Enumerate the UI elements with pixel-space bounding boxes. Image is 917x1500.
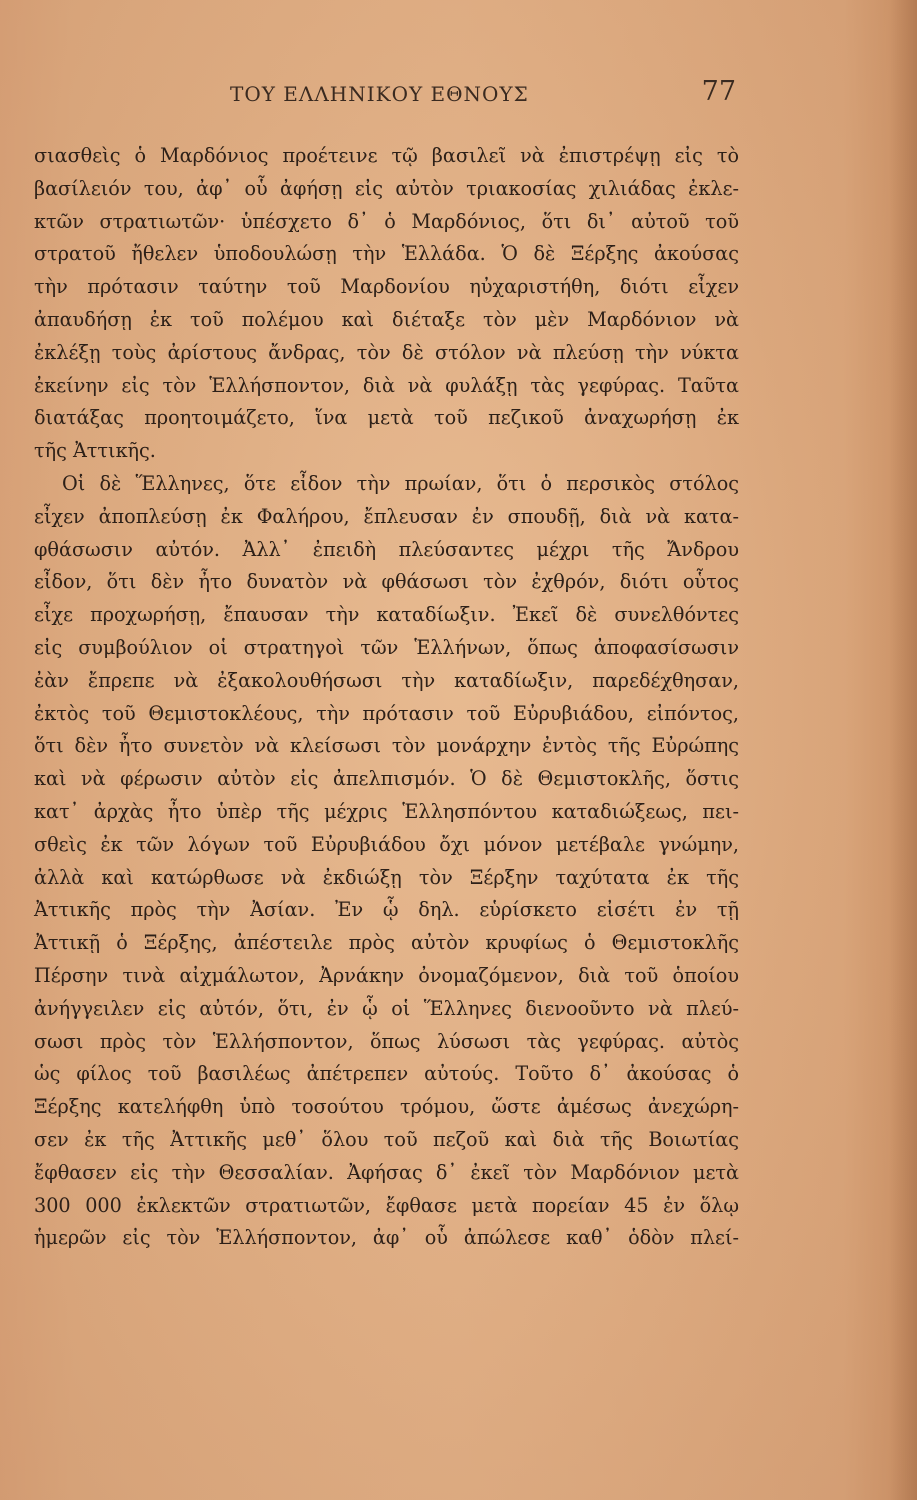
text-line: σιασθεὶς ὁ Μαρδόνιος προέτεινε τῷ βασιλεῖ νὰ ἐπιστρέψῃ εἰς τὸ bbox=[34, 144, 739, 167]
text-line: ἐκλέξῃ τοὺς ἀρίστους ἄνδρας, τὸν δὲ στόλον νὰ πλεύσῃ τὴν νύκτα bbox=[34, 340, 739, 364]
text-line: Ξέρξης κατελήφθη ὑπὸ τοσούτου τρόμου, ὥστε ἀμέσως ἀνεχώρη- bbox=[34, 1095, 739, 1119]
text-line: ἐκείνην εἰς τὸν Ἑλλήσποντον, διὰ νὰ φυλάξῃ τὰς γεφύρας. Ταῦτα bbox=[34, 373, 739, 397]
text-line: σθεὶς ἐκ τῶν λόγων τοῦ Εὐρυβιάδου ὄχι μόνον μετέβαλε γνώμην, bbox=[34, 832, 739, 856]
text-line: τὴν πρότασιν ταύτην τοῦ Μαρδονίου ηὐχαριστήθη, διότι εἶχεν bbox=[34, 275, 739, 299]
text-line: τῆς Ἀττικῆς. bbox=[34, 439, 156, 463]
page-number: 77 bbox=[701, 76, 736, 107]
text-line: κατ᾽ ἀρχὰς ἦτο ὑπὲρ τῆς μέχρις Ἑλλησπόντου καταδιώξεως, πει- bbox=[34, 799, 739, 823]
text-line: κτῶν στρατιωτῶν· ὑπέσχετο δ᾽ ὁ Μαρδόνιος, ὅτι δι᾽ αὐτοῦ τοῦ bbox=[34, 209, 739, 233]
text-line: 300 000 ἐκλεκτῶν στρατιωτῶν, ἔφθασε μετὰ πορείαν 45 ἐν ὅλῳ bbox=[34, 1193, 739, 1217]
text-line: ἡμερῶν εἰς τὸν Ἑλλήσποντον, ἀφ᾽ οὗ ἀπώλεσε καθ᾽ ὁδὸν πλεί- bbox=[34, 1226, 739, 1250]
text-line: ἀπαυδήσῃ ἐκ τοῦ πολέμου καὶ διέταξε τὸν μὲν Μαρδόνιον νὰ bbox=[34, 307, 739, 331]
page-header bbox=[36, 76, 736, 122]
text-line: ἐκτὸς τοῦ Θεμιστοκλέους, τὴν πρότασιν τοῦ Εὐρυβιάδου, εἰπόντος, bbox=[34, 701, 739, 725]
text-line: διατάξας προητοιμάζετο, ἵνα μετὰ τοῦ πεζικοῦ ἀναχωρήσῃ ἐκ bbox=[34, 406, 739, 430]
text-line: εἶχεν ἀποπλεύσῃ ἐκ Φαλήρου, ἔπλευσαν ἐν σπουδῇ, διὰ νὰ κατα- bbox=[34, 504, 739, 528]
text-line: εἶδον, ὅτι δὲν ἦτο δυνατὸν νὰ φθάσωσι τὸν ἐχθρόν, διότι οὗτος bbox=[34, 570, 739, 594]
text-line: ὅτι δὲν ἦτο συνετὸν νὰ κλείσωσι τὸν μονάρχην ἐντὸς τῆς Εὐρώπης bbox=[34, 734, 739, 758]
text-line: ἐὰν ἔπρεπε νὰ ἐξακολουθήσωσι τὴν καταδίωξιν, παρεδέχθησαν, bbox=[34, 668, 739, 692]
text-line: φθάσωσιν αὐτόν. Ἀλλ᾽ ἐπειδὴ πλεύσαντες μέχρι τῆς Ἄνδρου bbox=[34, 537, 739, 561]
text-line: στρατοῦ ἤθελεν ὑποδουλώσῃ τὴν Ἑλλάδα. Ὁ δὲ Ξέρξης ἀκούσας bbox=[34, 242, 739, 266]
running-title: ΤΟΥ ΕΛΛΗΝΙΚΟΥ ΕΘΝΟΥΣ bbox=[230, 82, 529, 106]
text-line: καὶ νὰ φέρωσιν αὐτὸν εἰς ἀπελπισμόν. Ὁ δὲ Θεμιστοκλῆς, ὅστις bbox=[34, 767, 739, 791]
text-line: σεν ἐκ τῆς Ἀττικῆς μεθ᾽ ὅλου τοῦ πεζοῦ καὶ διὰ τῆς Βοιωτίας bbox=[34, 1127, 739, 1151]
text-line: σωσι πρὸς τὸν Ἑλλήσποντον, ὅπως λύσωσι τὰς γεφύρας. αὐτὸς bbox=[34, 1029, 739, 1053]
text-line: εἶχε προχωρήσῃ, ἔπαυσαν τὴν καταδίωξιν. Ἐκεῖ δὲ συνελθόντες bbox=[34, 603, 739, 627]
text-line: Ἀττικῇ ὁ Ξέρξης, ἀπέστειλε πρὸς αὐτὸν κρυφίως ὁ Θεμιστοκλῆς bbox=[34, 931, 739, 955]
text-line: βασίλειόν του, ἀφ᾽ οὗ ἀφήσῃ εἰς αὐτὸν τριακοσίας χιλιάδας ἐκλε- bbox=[34, 176, 739, 200]
text-line: Οἱ δὲ Ἕλληνες, ὅτε εἶδον τὴν πρωίαν, ὅτι ὁ περσικὸς στόλος bbox=[62, 471, 739, 495]
text-line: Πέρσην τινὰ αἰχμάλωτον, Ἀρνάκην ὀνομαζόμενον, διὰ τοῦ ὁποίου bbox=[34, 963, 739, 987]
text-line: εἰς συμβούλιον οἱ στρατηγοὶ τῶν Ἑλλήνων, ὅπως ἀποφασίσωσιν bbox=[34, 635, 739, 659]
text-line: Ἀττικῆς πρὸς τὴν Ἀσίαν. Ἐν ᾧ δηλ. εὑρίσκετο εἰσέτι ἐν τῇ bbox=[34, 898, 739, 922]
text-line: ἀνήγγειλεν εἰς αὐτόν, ὅτι, ἐν ᾧ οἱ Ἕλληνες διενοοῦντο νὰ πλεύ- bbox=[34, 996, 739, 1020]
text-line: ἔφθασεν εἰς τὴν Θεσσαλίαν. Ἀφήσας δ᾽ ἐκεῖ τὸν Μαρδόνιον μετὰ bbox=[34, 1160, 739, 1184]
text-line: ὡς φίλος τοῦ βασιλέως ἀπέτρεπεν αὐτούς. Τοῦτο δ᾽ ἀκούσας ὁ bbox=[34, 1062, 739, 1086]
body-text bbox=[34, 140, 739, 1255]
text-line: ἀλλὰ καὶ κατώρθωσε νὰ ἐκδιώξῃ τὸν Ξέρξην ταχύτατα ἐκ τῆς bbox=[34, 865, 739, 889]
page-edge-shadow bbox=[889, 0, 917, 1500]
